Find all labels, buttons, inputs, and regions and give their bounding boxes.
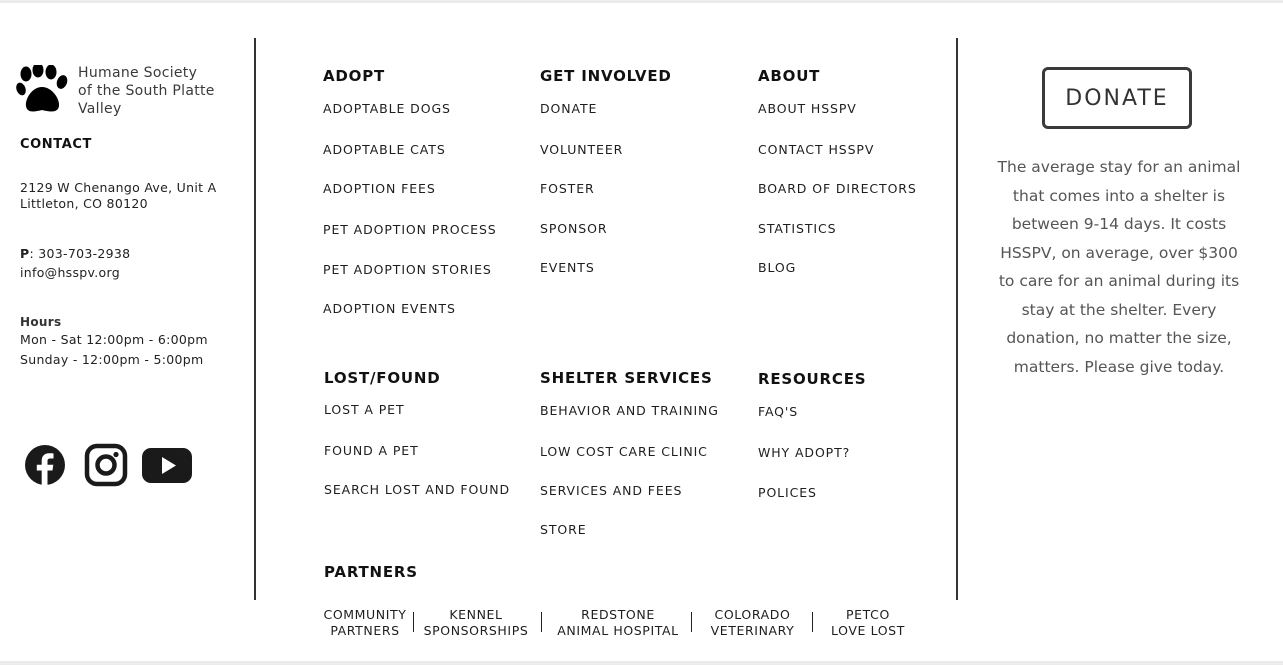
phone-number: : 303-703-2938 bbox=[29, 246, 131, 261]
link-adoptable-cats[interactable]: ADOPTABLE CATS bbox=[323, 142, 446, 157]
partner-separator bbox=[541, 612, 542, 632]
resources-heading: RESOURCES bbox=[758, 370, 867, 388]
partner-line1: COLORADO bbox=[714, 607, 791, 622]
link-sponsor[interactable]: SPONSOR bbox=[540, 221, 608, 236]
link-pet-adoption-process[interactable]: PET ADOPTION PROCESS bbox=[323, 222, 497, 237]
partner-kennel-sponsorships[interactable] bbox=[420, 607, 532, 639]
adopt-heading: ADOPT bbox=[323, 67, 386, 85]
top-border bbox=[0, 0, 1283, 3]
shelter-services-heading: SHELTER SERVICES bbox=[540, 369, 713, 387]
link-about-hsspv[interactable]: ABOUT HSSPV bbox=[758, 101, 857, 116]
get-involved-heading: GET INVOLVED bbox=[540, 67, 672, 85]
phone[interactable] bbox=[20, 246, 130, 261]
link-events[interactable]: EVENTS bbox=[540, 260, 595, 275]
partner-separator bbox=[691, 612, 692, 632]
partner-line2: SPONSORSHIPS bbox=[423, 623, 529, 638]
address-line2: Littleton, CO 80120 bbox=[20, 196, 148, 211]
hours-heading: Hours bbox=[20, 315, 62, 329]
link-why-adopt[interactable]: WHY ADOPT? bbox=[758, 445, 851, 460]
org-name-line3: Valley bbox=[78, 101, 122, 117]
link-pet-adoption-stories[interactable]: PET ADOPTION STORIES bbox=[323, 262, 492, 277]
partner-line1: REDSTONE bbox=[581, 607, 655, 622]
contact-heading: CONTACT bbox=[20, 137, 92, 152]
partner-petco-love-lost[interactable] bbox=[826, 607, 910, 639]
link-lost-a-pet[interactable]: LOST A PET bbox=[324, 402, 405, 417]
org-logo[interactable] bbox=[16, 64, 226, 120]
address-line1: 2129 W Chenango Ave, Unit A bbox=[20, 180, 217, 195]
link-found-a-pet[interactable]: FOUND A PET bbox=[324, 443, 419, 458]
link-statistics[interactable]: STATISTICS bbox=[758, 221, 837, 236]
org-name bbox=[78, 64, 238, 118]
paw-icon bbox=[16, 65, 68, 115]
link-search-lost-and-found[interactable]: SEARCH LOST AND FOUND bbox=[324, 482, 511, 497]
link-adoptable-dogs[interactable]: ADOPTABLE DOGS bbox=[323, 101, 451, 116]
link-low-cost-care-clinic[interactable]: LOW COST CARE CLINIC bbox=[540, 444, 708, 459]
partner-colorado-veterinary[interactable] bbox=[705, 607, 800, 639]
link-blog[interactable]: BLOG bbox=[758, 260, 797, 275]
youtube-icon bbox=[142, 443, 192, 487]
youtube-link[interactable] bbox=[142, 443, 192, 487]
facebook-icon bbox=[20, 443, 70, 487]
partners-heading: PARTNERS bbox=[324, 563, 418, 581]
donate-message: The average stay for an animal that comes into a shelter is between 9-14 days. It costs HSSPV, on average, over $300 to care for an animal during its stay at the shelter. Every donation, no matter the size, matters. Please give today. bbox=[997, 158, 1241, 376]
link-volunteer[interactable]: VOLUNTEER bbox=[540, 142, 624, 157]
bottom-border bbox=[0, 661, 1283, 665]
hours-weekday: Mon - Sat 12:00pm - 6:00pm bbox=[20, 332, 208, 347]
email-link[interactable]: info@hsspv.org bbox=[20, 265, 120, 280]
facebook-link[interactable] bbox=[20, 443, 70, 487]
link-store[interactable]: STORE bbox=[540, 522, 587, 537]
link-behavior-and-training[interactable]: BEHAVIOR AND TRAINING bbox=[540, 403, 719, 418]
partner-redstone-animal-hospital[interactable] bbox=[552, 607, 684, 639]
partner-line2: ANIMAL HOSPITAL bbox=[557, 623, 679, 638]
address bbox=[20, 180, 216, 212]
link-services-and-fees[interactable]: SERVICES AND FEES bbox=[540, 483, 683, 498]
org-name-line2: of the South Platte bbox=[78, 83, 215, 99]
hours-sunday: Sunday - 12:00pm - 5:00pm bbox=[20, 352, 204, 367]
partner-line2: VETERINARY bbox=[710, 623, 795, 638]
link-polices[interactable]: POLICES bbox=[758, 485, 817, 500]
link-donate[interactable]: DONATE bbox=[540, 101, 598, 116]
partner-community-partners[interactable] bbox=[320, 607, 410, 639]
partner-line2: LOVE LOST bbox=[831, 623, 905, 638]
instagram-icon bbox=[80, 443, 130, 487]
phone-label: P bbox=[20, 246, 30, 261]
link-faqs[interactable]: FAQ'S bbox=[758, 404, 799, 419]
right-divider bbox=[956, 38, 958, 600]
partner-line1: PETCO bbox=[846, 607, 890, 622]
lost-found-heading: LOST/FOUND bbox=[324, 369, 441, 387]
partner-separator bbox=[812, 612, 813, 632]
org-name-line1: Humane Society bbox=[78, 65, 198, 81]
partner-separator bbox=[413, 612, 414, 632]
partner-line1: COMMUNITY bbox=[323, 607, 407, 622]
instagram-link[interactable] bbox=[80, 443, 130, 487]
about-heading: ABOUT bbox=[758, 67, 821, 85]
left-divider bbox=[254, 38, 256, 600]
link-board-of-directors[interactable]: BOARD OF DIRECTORS bbox=[758, 181, 917, 196]
link-adoption-fees[interactable]: ADOPTION FEES bbox=[323, 181, 436, 196]
link-adoption-events[interactable]: ADOPTION EVENTS bbox=[323, 301, 456, 316]
donate-button[interactable]: DONATE bbox=[1042, 67, 1192, 129]
link-foster[interactable]: FOSTER bbox=[540, 181, 595, 196]
partner-line2: PARTNERS bbox=[330, 623, 400, 638]
link-contact-hsspv[interactable]: CONTACT HSSPV bbox=[758, 142, 875, 157]
partner-line1: KENNEL bbox=[449, 607, 503, 622]
